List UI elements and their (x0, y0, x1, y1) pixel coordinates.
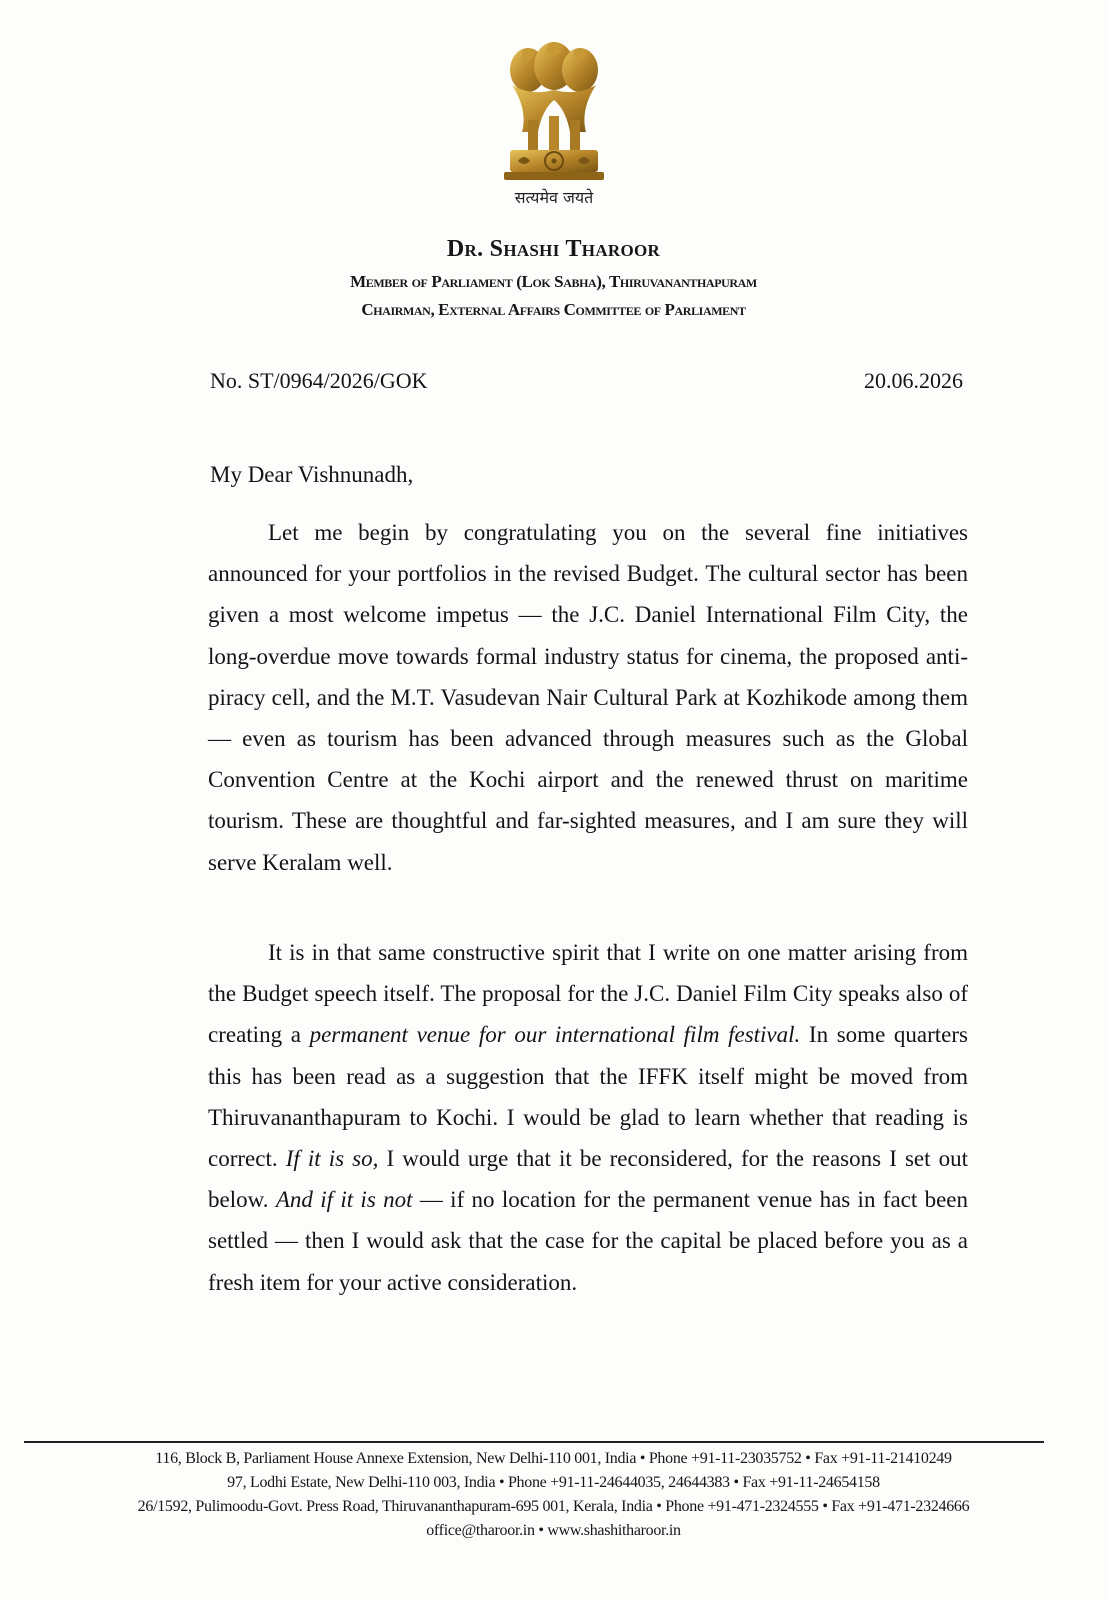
reference-number: No. ST/0964/2026/GOK (210, 368, 428, 393)
sender-title-line1: Member of Parliament (Lok Sabha), Thiruvananthapuram (350, 272, 757, 291)
footer-addresses (0, 1447, 1107, 1543)
sender-name: Dr. Shashi Tharoor (446, 236, 661, 262)
footer-divider (24, 1441, 1044, 1443)
paragraph-2-text-3: I would urge that it be reconsidered, for the reasons I set out below. (208, 1146, 968, 1213)
sender-title-line2: Chairman, External Affairs Committee of Parliament (361, 300, 746, 319)
paragraph-2-emphasis-2: If it is so, (285, 1146, 379, 1172)
footer-address-line-1: 116, Block B, Parliament House Annexe Extension, New Delhi-110 001, India • Phone +91-11-23035752 • Fax +91-11-21410249 (155, 1450, 952, 1467)
footer-address-line-2: 97, Lodhi Estate, New Delhi-110 003, India • Phone +91-11-24644035, 24644383 • Fax +91-11-24654158 (227, 1474, 880, 1491)
salutation: My Dear Vishnunadh, (210, 462, 414, 487)
paragraph-2-text-1: It is in that same constructive spirit that I write on one matter arising from the Budget speech itself. The proposal for the J.C. Daniel Film City speaks also of creating a (208, 940, 968, 1048)
footer-contact-line: office@tharoor.in • www.shashitharoor.in (426, 1522, 681, 1539)
paragraph-2-emphasis-3: And if it is not (275, 1187, 413, 1213)
paragraph-1: Let me begin by congratulating you on the several fine initiatives announced for your portfolios in the revised Budget. The cultural sector has been given a most welcome impetus — the J.C. Daniel International Film City, the long-overdue move towards formal industry status for cinema, the proposed anti-piracy cell, and the M.T. Vasudevan Nair Cultural Park at Kozhikode among them — even as tourism has been advanced through measures such as the Global Convention Centre at the Kochi airport and the renewed thrust on maritime tourism. These are thoughtful and far-sighted measures, and I am sure they will serve Keralam well. (208, 520, 968, 875)
emblem-motto: सत्यमेव जयते (514, 188, 594, 207)
letter-date: 20.06.2026 (864, 368, 963, 393)
paragraph-2 (208, 932, 968, 1303)
paragraph-2-emphasis-1: permanent venue for our international film festival. (309, 1022, 801, 1048)
paragraph-2-text-2: In some quarters this has been read as a suggestion that the IFFK itself might be moved from Thiruvananthapuram to Kochi. I would be glad to learn whether that reading is correct. (208, 1022, 968, 1172)
paragraph-2-text-4: — if no location for the permanent venue has in fact been settled — then I would ask that the case for the capital be placed before you as a fresh item for your active consideration. (208, 1187, 969, 1295)
footer-address-line-3: 26/1592, Pulimoodu-Govt. Press Road, Thiruvananthapuram-695 001, Kerala, India • Phone +91-471-2324555 • Fax +91-471-2324666 (137, 1498, 970, 1515)
national-emblem-icon (498, 40, 610, 190)
